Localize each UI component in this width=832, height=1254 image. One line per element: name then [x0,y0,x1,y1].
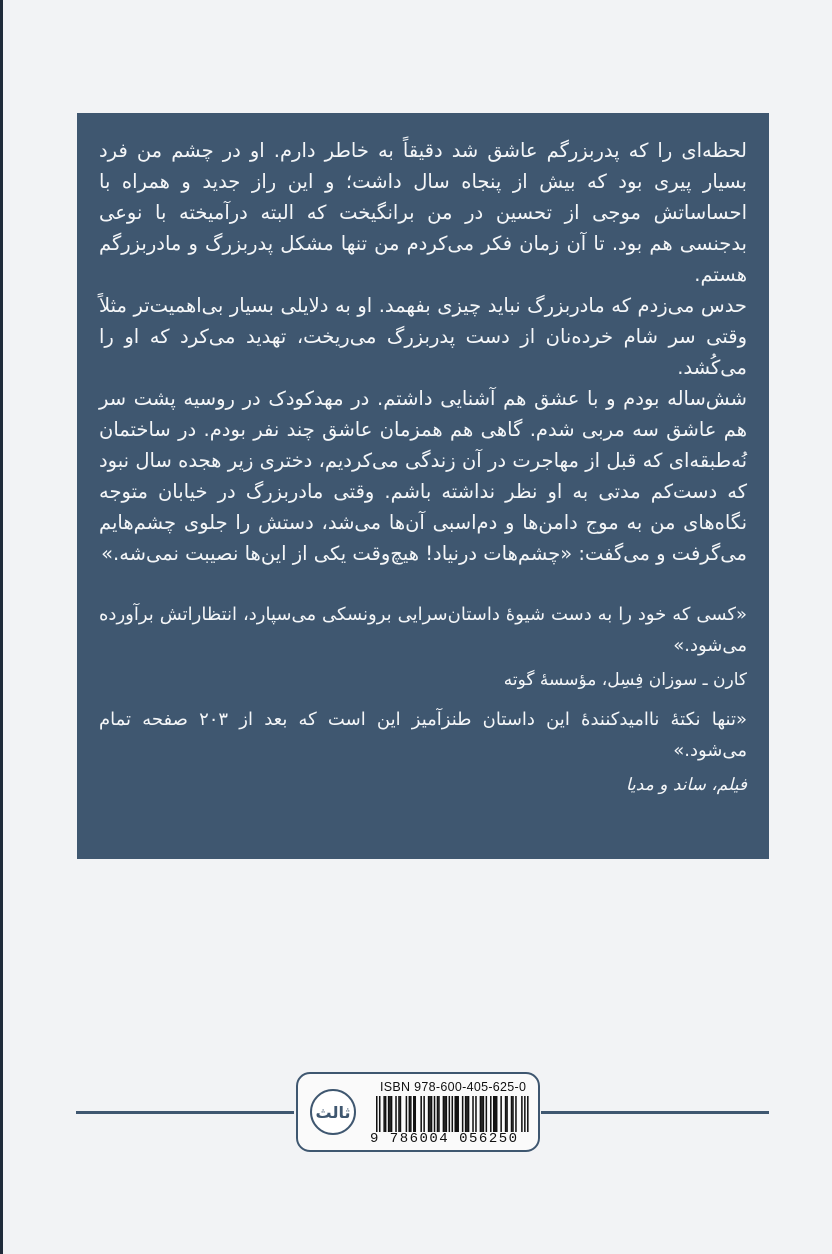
barcode-bar [391,1096,393,1132]
review-source-2: فیلم، ساند و مدیا [625,775,747,795]
barcode-bar [444,1096,446,1132]
barcode-bar [465,1096,467,1132]
barcode-bar [376,1096,378,1132]
barcode-bar [527,1096,529,1132]
barcode-bar [423,1096,425,1132]
barcode-bar [428,1096,430,1132]
blurb-paragraph-2: حدس می‌زدم که مادربزرگ نباید چیزی بفهمد. او به دلایلی بسیار بی‌اهمیت‌تر مثلاً وقتی سر شام خرده‌نان از دست پدربزرگ می‌ریخت، تهدید می‌کرد که او را می‌کُشد. [99,294,747,379]
barcode-bar [511,1096,513,1132]
spine-edge [0,0,3,1254]
blurb-paragraph-1: لحظه‌ای را که پدربزرگم عاشق شد دقیقاً به خاطر دارم. او در چشم من فرد بسیار پیری بود که بیش از پنجاه سال داشت؛ و این راز جدید و همراه با احساساتش موجی از تحسین در من برانگیخت که البته درآمیخته با نوعی بدجنسی هم بود. تا آن زمان فکر می‌کردم من تنها مشکل پدربزرگ و مادربزرگم هستم. [99,139,747,286]
barcode-bar [388,1096,390,1132]
barcode-bar [420,1096,422,1132]
publisher-logo-icon: ثالث [310,1089,356,1135]
barcode-bar [481,1096,483,1132]
barcode-panel [296,1072,540,1152]
barcode-bar [437,1096,439,1132]
barcode-bar [449,1096,451,1132]
barcode-bar [446,1096,448,1132]
barcode-bar [379,1096,381,1132]
barcode-bar [505,1096,507,1132]
barcode-bar [456,1096,458,1132]
barcode-bar [443,1096,445,1132]
barcode-bar [466,1096,468,1132]
barcode-bar [431,1096,433,1132]
barcode-bar [512,1096,514,1132]
barcode-bar [389,1096,391,1132]
barcode-bar [383,1096,385,1132]
barcode-bar [406,1096,408,1132]
barcode-bar [496,1096,498,1132]
review-source-1: کارن ـ سوزان فِسِل، مؤسسهٔ گوته [503,670,747,690]
barcode-bar [524,1096,526,1132]
barcode-bar [429,1096,431,1132]
blurb-paragraph-3: شش‌ساله بودم و با عشق هم آشنایی داشتم. در مهدکودک در روسیه پشت سر هم عاشق سه مربی شدم. گاهی هم همزمان عاشق چند نفر بودم. در ساختمان نُه‌طبقه‌ای که قبل از مهاجرت در آن زندگی می‌کردیم، دختری زیر هجده سال نبود که دست‌کم مدتی به او نظر نداشته باشم. وقتی مادربزرگ در خیابان متوجه نگاه‌های من به موج دامن‌ها و دم‌اسبی آن‌ها می‌شد، دستش را جلوی چشم‌هایم می‌گرفت و می‌گفت: «چشم‌هات درنیاد! هیچ‌وقت یکی از این‌ها نصیبت نمی‌شه.» [99,387,747,565]
barcode-digits: 9 786004 056250 [370,1131,519,1147]
barcode-bar [434,1096,436,1132]
barcode-bar [515,1096,517,1132]
barcode-bar [452,1096,454,1132]
barcode-bar [494,1096,496,1132]
barcode-bar [472,1096,474,1132]
barcode-bar [490,1096,492,1132]
barcode-bar [506,1096,508,1132]
blurb-panel [77,113,769,859]
barcode-bar [409,1096,411,1132]
barcode-bar [500,1096,502,1132]
isbn-label: ISBN 978-600-405-625-0 [380,1080,527,1094]
barcode-bar [462,1096,464,1132]
barcode-bar [385,1096,387,1132]
barcode-bar [454,1096,456,1132]
barcode-bar [480,1096,482,1132]
barcode-bar [395,1096,397,1132]
barcode-bar [483,1096,485,1132]
barcode-bar [457,1096,459,1132]
barcode-bar [486,1096,488,1132]
barcode-bar [415,1096,417,1132]
barcode-bar [398,1096,400,1132]
review-quote-1: «کسی که خود را به دست شیوهٔ داستان‌سرایی برونسکی می‌سپارد، انتظاراتش برآورده می‌شود.» [99,604,747,656]
barcode-bar [438,1096,440,1132]
barcode-bars [376,1096,530,1132]
barcode-bar [413,1096,415,1132]
barcode-bar [493,1096,495,1132]
barcode-bar [400,1096,402,1132]
review-quote-2: «تنها نکتهٔ ناامیدکنندهٔ این داستان طنزآمیز این است که بعد از ۲۰۳ صفحه تمام می‌شود.» [99,709,747,761]
barcode-bar [475,1096,477,1132]
divider-line-right [541,1111,769,1114]
barcode-bar [521,1096,523,1132]
barcode-bar [410,1096,412,1132]
divider-line-left [76,1111,294,1114]
barcode-bar [468,1096,470,1132]
